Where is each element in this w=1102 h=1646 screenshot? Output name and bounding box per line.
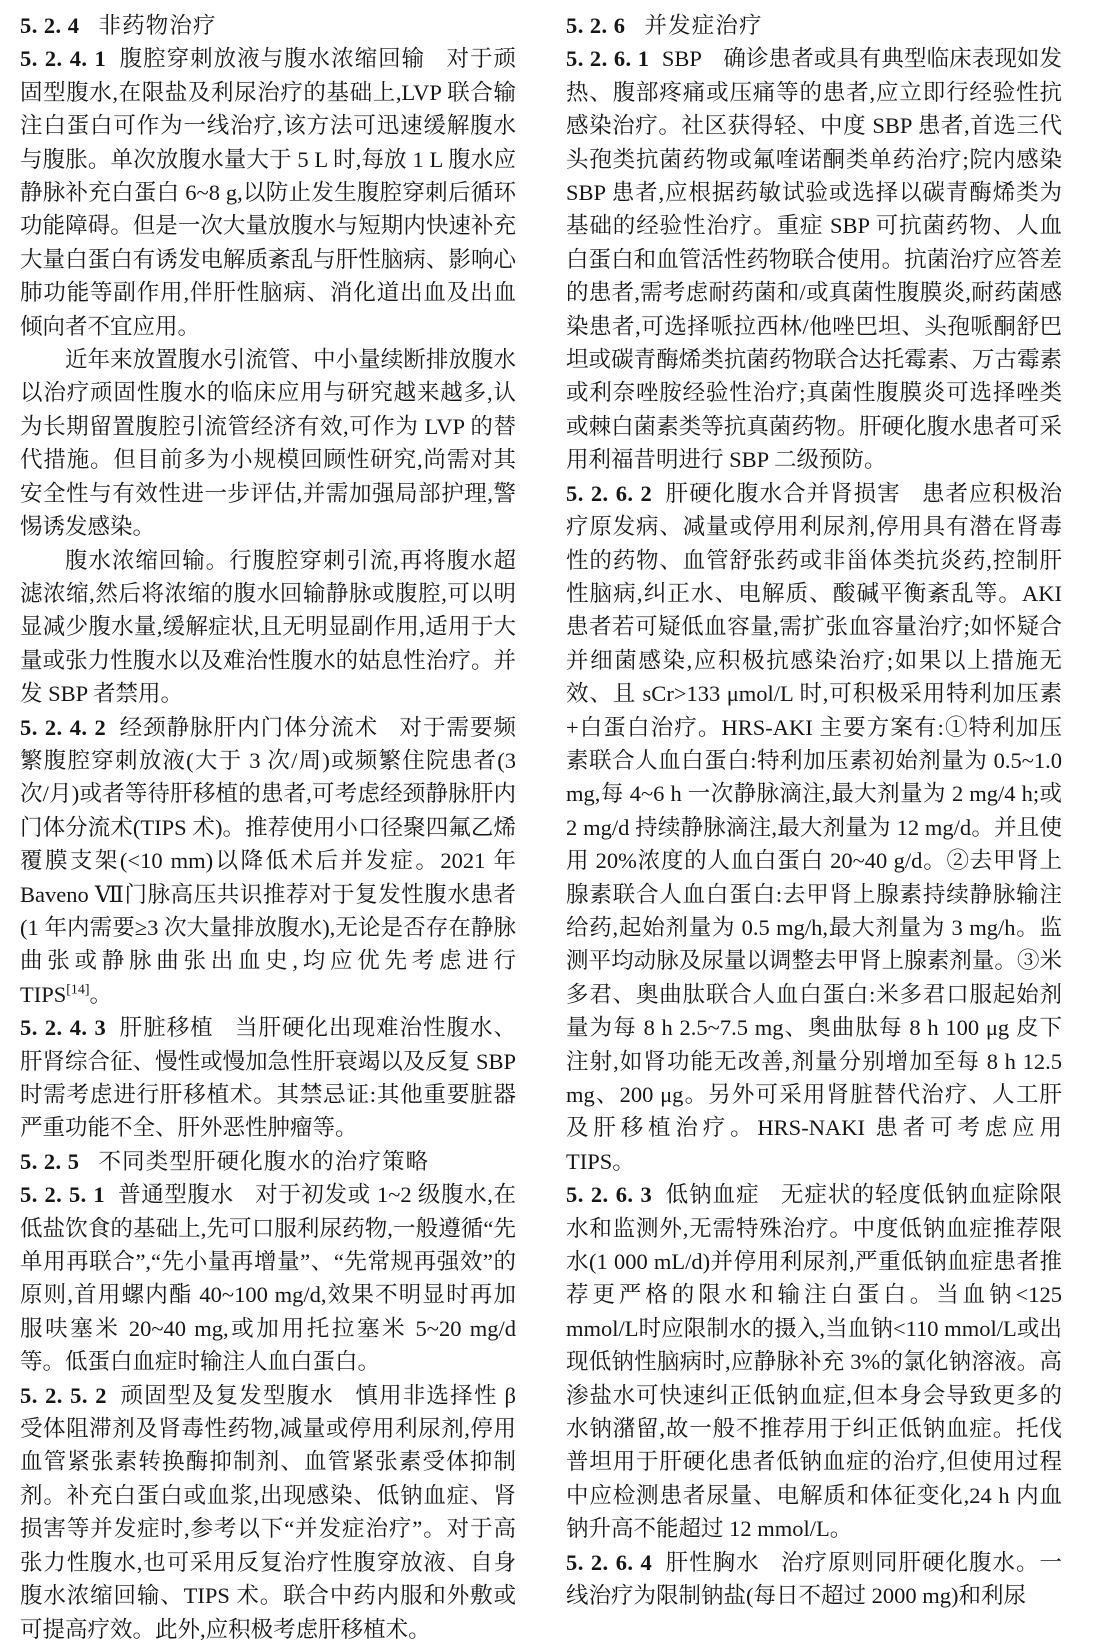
entry-number: 5. 2. 6. 3 xyxy=(566,1182,653,1208)
entry-body: 当肝硬化出现难治性腹水、肝肾综合征、慢性或慢加急性肝衰竭以及反复 SBP 时需考虑进行肝移植术。其禁忌证:其他重要脏器严重功能不全、肝外恶性肿瘤等。 xyxy=(20,1015,516,1141)
entry-number: 5. 2. 6. 1 xyxy=(566,46,650,72)
reference-citation-14: [14] xyxy=(66,982,90,998)
entry-body: 对于初发或 1~2 级腹水,在低盐饮食的基础上,先可口服利尿药物,一般遵循“先单用再联合”,“先小量再增量”、“先常规再强效”的原则,首用螺内酯 40~100 mg/d,效果不明显时再加服呋塞米 20~40 mg,或加用托拉塞米 5~20 mg/d 等。低蛋白血症时输注人血白蛋白。 xyxy=(20,1182,516,1375)
entry-title: 肝硬化腹水合并肾损害 xyxy=(664,480,901,506)
section-title: 并发症治疗 xyxy=(644,13,763,38)
entry-number: 5. 2. 4. 2 xyxy=(20,714,107,740)
entry-body: 对于需要频繁腹腔穿刺放液(大于 3 次/周)或频繁住院患者(3 次/月)或者等待肝移植的患者,可考虑经颈静脉肝内门体分流术(TIPS 术)。推荐使用小口径聚四氟乙烯覆膜支架(<10 mm)以降低术后并发症。2021 年 Baveno Ⅶ门脉高压共识推荐对于复发性腹水患者(1 年内需要≥3 次大量排放腹水),无论是否存在静脉曲张或静脉曲张出血史,均应优先考虑进行 TIPS xyxy=(20,714,516,1007)
section-title: 非药物治疗 xyxy=(98,13,217,38)
paragraph-text: 近年来放置腹水引流管、中小量续断排放腹水以治疗顽固性腹水的临床应用与研究越来越多,认为长期留置腹腔引流管经济有效,可作为 LVP 的替代措施。但目前多为小规模回顾性研究,尚需对其安全性与有效性进一步评估,并需加强局部护理,警惕诱发感染。 xyxy=(20,347,516,540)
left-column xyxy=(20,9,516,1640)
right-column xyxy=(566,9,1062,1640)
entry-title: 低钠血症 xyxy=(664,1182,760,1208)
section-heading-5-2-6 xyxy=(566,9,1062,42)
entry-title: 经颈静脉肝内门体分流术 xyxy=(118,714,379,740)
section-number: 5. 2. 4 xyxy=(20,13,80,38)
entry-number: 5. 2. 4. 3 xyxy=(20,1015,107,1041)
section-title: 不同类型肝硬化腹水的治疗策略 xyxy=(98,1148,430,1174)
section-heading-5-2-5 xyxy=(20,1145,516,1178)
entry-body: 对于顽固型腹水,在限盐及利尿治疗的基础上,LVP 联合输注白蛋白可作为一线治疗,该方法可迅速缓解腹水与腹胀。单次放腹水量大于 5 L 时,每放 1 L 腹水应静脉补充白蛋白 6~8 g,以防止发生腹腔穿刺后循环功能障碍。但是一次大量放腹水与短期内快速补充大量白蛋白有诱发电解质紊乱与肝性脑病、影响心肺功能等副作用,伴肝性脑病、消化道出血及出血倾向者不宜应用。 xyxy=(20,46,516,339)
section-number: 5. 2. 6 xyxy=(566,13,626,38)
entry-body: 确诊患者或具有典型临床表现如发热、腹部疼痛或压痛等的患者,应立即行经验性抗感染治疗。社区获得轻、中度 SBP 患者,首选三代头孢类抗菌药物或氟喹诺酮类单药治疗;院内感染 SBP 患者,应根据药敏试验或选择以碳青酶烯类为基础的经验性治疗。重症 SBP 可抗菌药物、人血白蛋白和血管活性药物联合使用。抗菌治疗应答差的患者,需考虑耐药菌和/或真菌性腹膜炎,耐药菌感染患者,可选择哌拉西林/他唑巴坦、头孢哌酮舒巴坦或碳青酶烯类抗菌药物联合达托霉素、万古霉素或利奈唑胺经验性治疗;真菌性腹膜炎可选择唑类或棘白菌素类等抗真菌药物。肝硬化腹水患者可采用利福昔明进行 SBP 二级预防。 xyxy=(566,46,1062,473)
paragraph-ascites-reinfusion xyxy=(20,544,516,711)
section-heading-5-2-4 xyxy=(20,9,516,42)
paragraph-text: 腹水浓缩回输。行腹腔穿刺引流,再将腹水超滤浓缩,然后将浓缩的腹水回输静脉或腹腔,可以明显减少腹水量,缓解症状,且无明显副作用,适用于大量或张力性腹水以及难治性腹水的姑息性治疗。并发 SBP 者禁用。 xyxy=(20,547,516,707)
entry-body: 治疗原则同肝硬化腹水。一线治疗为限制钠盐(每日不超过 2000 mg)和利尿 xyxy=(566,1549,1062,1609)
entry-5-2-4-3 xyxy=(20,1011,516,1145)
entry-5-2-6-2 xyxy=(566,477,1062,1179)
entry-5-2-6-4 xyxy=(566,1546,1062,1613)
section-number: 5. 2. 5 xyxy=(20,1148,80,1174)
entry-body: 无症状的轻度低钠血症除限水和监测外,无需特殊治疗。中度低钠血症推荐限水(1 000 mL/d)并停用利尿剂,严重低钠血症患者推荐更严格的限水和输注白蛋白。当血钠<125 mmol/L时应限制水的摄入,当血钠<110 mmol/L或出现低钠性脑病时,应静脉补充 3%的氯化钠溶液。高渗盐水可快速纠正低钠血症,但本身会导致更多的水钠潴留,故一般不推荐用于纠正低钠血症。托伐普坦用于肝硬化患者低钠血症的治疗,但使用过程中应检测患者尿量、电解质和体征变化,24 h 内血钠升高不能超过 12 mmol/L。 xyxy=(566,1182,1062,1542)
entry-body-tail: 。 xyxy=(89,981,113,1007)
entry-5-2-5-2 xyxy=(20,1379,516,1646)
entry-title: 肝性胸水 xyxy=(664,1549,760,1575)
entry-title: 普通型腹水 xyxy=(117,1182,234,1208)
entry-title: 顽固型及复发型腹水 xyxy=(119,1382,335,1408)
entry-title: 腹腔穿刺放液与腹水浓缩回输 xyxy=(118,46,426,72)
entry-body: 患者应积极治疗原发病、减量或停用利尿剂,停用具有潜在肾毒性的药物、血管舒张药或非甾体类抗炎药,控制肝性脑病,纠正水、电解质、酸碱平衡紊乱等。AKI 患者若可疑低血容量,需扩张血容量治疗;如怀疑合并细菌感染,应积极抗感染治疗;如果以上措施无效、且 sCr>133 μmol/L 时,可积极采用特利加压素+白蛋白治疗。HRS-AKI 主要方案有:①特利加压素联合人血白蛋白:特利加压素初始剂量为 0.5~1.0 mg,每 4~6 h 一次静脉滴注,最大剂量为 2 mg/4 h;或 2 mg/d 持续静脉滴注,最大剂量为 12 mg/d。并且使用 20%浓度的人血白蛋白 20~40 g/d。②去甲肾上腺素联合人血白蛋白:去甲肾上腺素持续静脉输注给药,起始剂量为 0.5 mg/h,最大剂量为 3 mg/h。监测平均动脉及尿量以调整去甲肾上腺素剂量。③米多君、奥曲肽联合人血白蛋白:米多君口服起始剂量为每 8 h 2.5~7.5 mg、奥曲肽每 8 h 100 μg 皮下注射,如肾功能无改善,剂量分别增加至每 8 h 12.5 mg、200 μg。另外可采用肾脏替代治疗、人工肝及肝移植治疗。HRS-NAKI 患者可考虑应用 TIPS。 xyxy=(566,480,1062,1174)
entry-5-2-6-1 xyxy=(566,42,1062,476)
entry-number: 5. 2. 5. 2 xyxy=(20,1382,107,1408)
paragraph-drainage-tube xyxy=(20,343,516,543)
entry-number: 5. 2. 4. 1 xyxy=(20,46,107,72)
entry-body: 慎用非选择性 β 受体阻滞剂及肾毒性药物,减量或停用利尿剂,停用血管紧张素转换酶抑制剂、血管紧张素受体抑制剂。补充白蛋白或血浆,出现感染、低钠血症、肾损害等并发症时,参考以下“并发症治疗”。对于高张力性腹水,也可采用反复治疗性腹穿放液、自身腹水浓缩回输、TIPS 术。联合中药内服和外敷或可提高疗效。此外,应积极考虑肝移植术。 xyxy=(20,1382,517,1642)
entry-number: 5. 2. 6. 2 xyxy=(566,480,653,506)
entry-5-2-4-2 xyxy=(20,711,516,1012)
entry-number: 5. 2. 6. 4 xyxy=(566,1549,653,1575)
entry-5-2-5-1 xyxy=(20,1178,516,1378)
entry-title: SBP xyxy=(661,46,702,72)
entry-title: 肝脏移植 xyxy=(118,1015,214,1041)
entry-5-2-6-3 xyxy=(566,1178,1062,1545)
entry-number: 5. 2. 5. 1 xyxy=(20,1182,106,1208)
entry-5-2-4-1 xyxy=(20,42,516,343)
